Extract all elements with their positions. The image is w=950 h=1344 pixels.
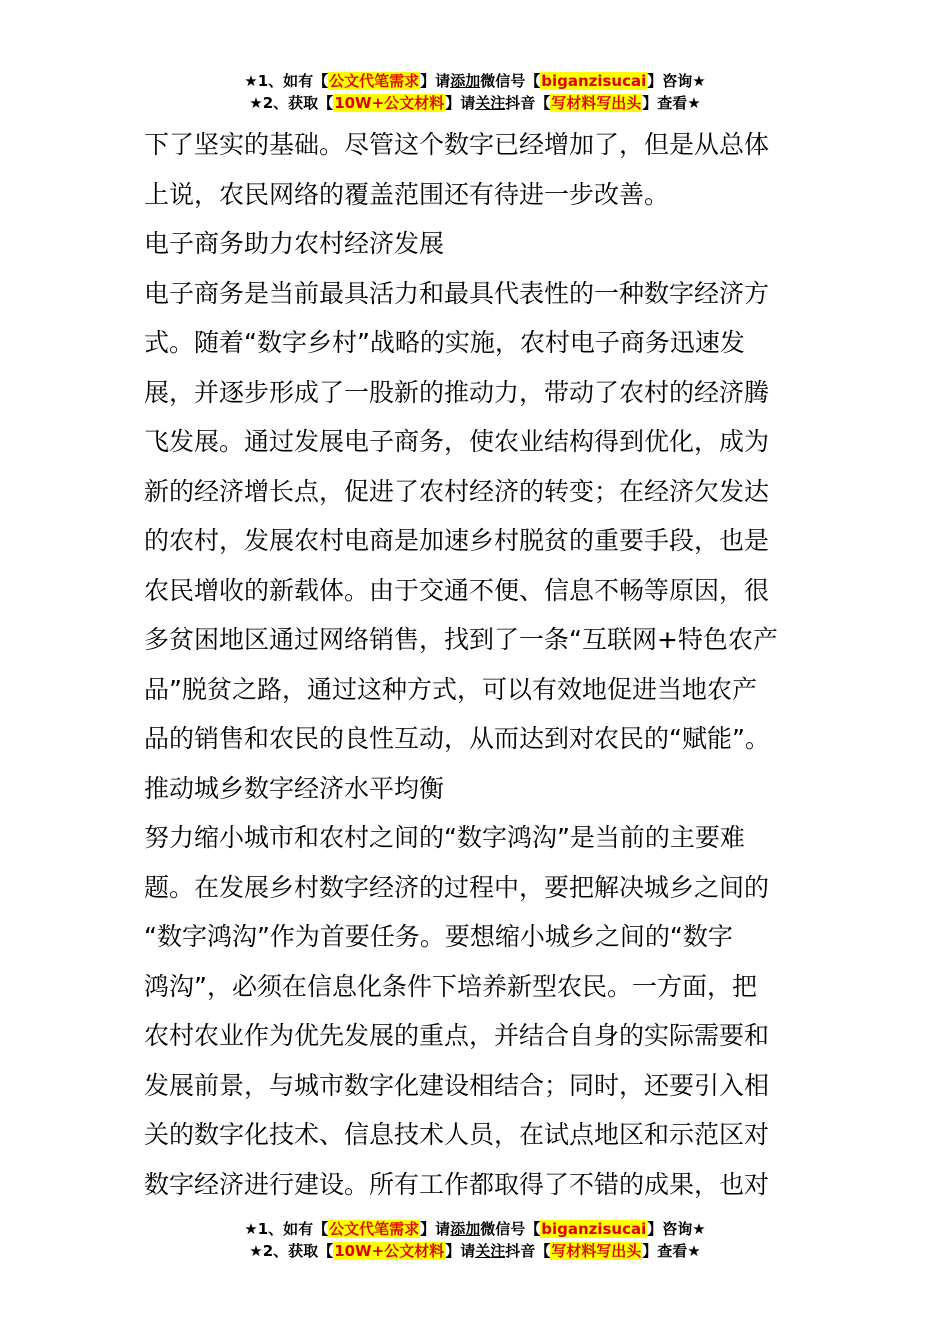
promo-line-2 — [0, 1240, 950, 1262]
body-line: 农民增收的新载体。由于交通不便、信息不畅等原因，很 — [144, 575, 770, 605]
body-line: 数字经济进行建设。所有工作都取得了不错的成果，也对 — [144, 1169, 770, 1199]
body-line: 飞发展。通过发展电子商务，使农业结构得到优化，成为 — [144, 427, 770, 456]
body-line: 题。在发展乡村数字经济的过程中，要把解决城乡之间的 — [144, 872, 770, 902]
promo-highlight-douyin: 写材料写出头 — [551, 94, 642, 112]
promo-line-1-prefix: ★1、如有【 — [244, 1220, 329, 1238]
section-heading-balance: 推动城乡数字经济水平均衡 — [144, 773, 445, 803]
promo-highlight-service: 公文代笔需求 — [329, 72, 420, 90]
document-body — [144, 120, 814, 1209]
body-line: 下了坚实的基础。尽管这个数字已经增加了，但是从总体 — [144, 130, 770, 159]
promo-highlight-wechat-id: biganzisucai — [541, 72, 647, 90]
promo-line-2-prefix: ★2、获取【 — [249, 1242, 334, 1260]
section-heading-ecommerce: 电子商务助力农村经济发展 — [144, 229, 445, 258]
promo-highlight-materials: 10W+公文材料 — [334, 94, 445, 112]
promo-line-1-suffix: 】咨询★ — [647, 72, 706, 90]
promo-underline-follow: 关注 — [475, 94, 506, 112]
body-line: 关的数字化技术、信息技术人员，在试点地区和示范区对 — [144, 1120, 770, 1149]
footer-promo-banner — [0, 1218, 950, 1262]
promo-line-2-suffix: 】查看★ — [642, 1242, 701, 1260]
promo-line-1 — [0, 70, 950, 92]
body-line: 上说，农民网络的覆盖范围还有待进一步改善。 — [144, 179, 670, 209]
promo-line-2-text: 】请 — [445, 1242, 476, 1260]
promo-line-1-text-2: 微信号【 — [480, 1220, 541, 1238]
body-line: 鸿沟”，必须在信息化条件下培养新型农民。一方面，把 — [144, 971, 757, 1001]
promo-line-2-prefix: ★2、获取【 — [249, 94, 334, 112]
promo-highlight-douyin: 写材料写出头 — [551, 1242, 642, 1260]
promo-line-1-text: 】请 — [420, 1220, 451, 1238]
promo-line-2-suffix: 】查看★ — [642, 94, 701, 112]
promo-line-2-text-2: 抖音【 — [505, 1242, 551, 1260]
promo-line-2 — [0, 92, 950, 114]
body-line: 发展前景，与城市数字化建设相结合；同时，还要引入相 — [144, 1070, 770, 1100]
promo-line-1-text: 】请 — [420, 72, 451, 90]
promo-line-2-text-2: 抖音【 — [505, 94, 551, 112]
body-line: “数字鸿沟”作为首要任务。要想缩小城乡之间的“数字 — [144, 922, 733, 951]
promo-highlight-materials: 10W+公文材料 — [334, 1242, 445, 1260]
body-line: 品的销售和农民的良性互动，从而达到对农民的“赋能”。 — [144, 724, 770, 753]
body-line: 多贫困地区通过网络销售，找到了一条“互联网+特色农产 — [144, 625, 778, 654]
body-line: 的农村，发展农村电商是加速乡村脱贫的重要手段，也是 — [144, 526, 770, 555]
promo-underline-follow: 关注 — [475, 1242, 506, 1260]
body-line: 式。随着“数字乡村”战略的实施，农村电子商务迅速发 — [144, 328, 745, 357]
body-line: 品”脱贫之路，通过这种方式，可以有效地促进当地农产 — [144, 674, 757, 704]
body-line: 新的经济增长点，促进了农村经济的转变；在经济欠发达 — [144, 476, 770, 506]
promo-highlight-service: 公文代笔需求 — [329, 1220, 420, 1238]
promo-line-1-text-2: 微信号【 — [480, 72, 541, 90]
body-line: 电子商务是当前最具活力和最具代表性的一种数字经济方 — [144, 278, 770, 308]
body-line: 农村农业作为优先发展的重点，并结合自身的实际需要和 — [144, 1021, 770, 1050]
promo-underline-add: 添加 — [450, 72, 481, 90]
promo-line-1 — [0, 1218, 950, 1240]
promo-line-1-prefix: ★1、如有【 — [244, 72, 329, 90]
header-promo-banner — [0, 70, 950, 114]
body-line: 努力缩小城市和农村之间的“数字鸿沟”是当前的主要难 — [144, 823, 745, 852]
promo-line-1-suffix: 】咨询★ — [647, 1220, 706, 1238]
promo-line-2-text: 】请 — [445, 94, 476, 112]
body-line: 展，并逐步形成了一股新的推动力，带动了农村的经济腾 — [144, 377, 770, 407]
promo-underline-add: 添加 — [450, 1220, 481, 1238]
promo-highlight-wechat-id: biganzisucai — [541, 1220, 647, 1238]
